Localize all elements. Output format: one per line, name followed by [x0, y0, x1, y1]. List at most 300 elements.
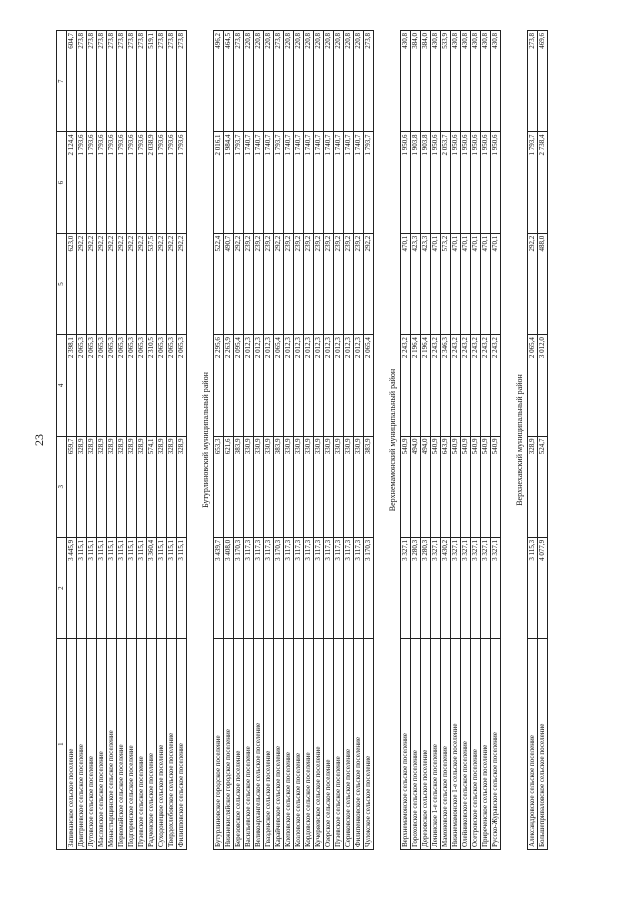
- value-cell: 292,2: [528, 233, 538, 334]
- value-cell: 2 065,4: [274, 335, 284, 436]
- value-cell: 1 793,6: [77, 132, 87, 233]
- value-cell: 2 012,3: [354, 335, 364, 436]
- section-title: Верхнемамонский муниципальный район: [387, 368, 397, 512]
- value-cell: 2 016,1: [214, 132, 224, 233]
- value-cell: 3 117,3: [354, 537, 364, 638]
- value-cell: 2 065,3: [157, 335, 167, 436]
- value-cell: 623,0: [67, 233, 77, 334]
- value-cell: 2 738,4: [538, 132, 548, 233]
- settlement-name-cell: Чулокское сельское поселение: [364, 639, 374, 850]
- table-row: [334, 31, 344, 850]
- value-cell: 2 065,3: [117, 335, 127, 436]
- value-cell: 239,2: [324, 233, 334, 334]
- value-cell: 3 115,1: [87, 537, 97, 638]
- value-cell: 239,2: [244, 233, 254, 334]
- value-cell: 1 793,6: [97, 132, 107, 233]
- value-cell: 3 327,1: [401, 537, 411, 638]
- settlement-name-cell: Пузевское сельское поселение: [137, 639, 147, 850]
- section-title-row: [194, 31, 214, 850]
- value-cell: 3 117,3: [264, 537, 274, 638]
- value-cell: 1 793,6: [177, 132, 187, 233]
- value-cell: 273,8: [274, 31, 284, 132]
- value-cell: 1 793,6: [107, 132, 117, 233]
- value-cell: 1 740,7: [314, 132, 324, 233]
- value-cell: 2 243,2: [451, 335, 461, 436]
- value-cell: 2 012,3: [344, 335, 354, 436]
- value-cell: 2 012,3: [304, 335, 314, 436]
- value-cell: 2 243,2: [471, 335, 481, 436]
- value-cell: 494,0: [421, 436, 431, 537]
- settlement-name-cell: Приреченское сельское поселение: [481, 639, 491, 850]
- value-cell: 524,7: [538, 436, 548, 537]
- settlement-name-cell: Лутовское сельское поселение: [87, 639, 97, 850]
- value-cell: 2 346,3: [441, 335, 451, 436]
- table-row: [214, 31, 224, 850]
- section-title: Бутурлиновский муниципальный район: [200, 372, 210, 508]
- table-row: [304, 31, 314, 850]
- value-cell: 3 117,3: [284, 537, 294, 638]
- value-cell: 292,2: [364, 233, 374, 334]
- value-cell: 1 950,6: [491, 132, 501, 233]
- section-title-row: [508, 31, 528, 850]
- table-row: [147, 31, 157, 850]
- value-cell: 328,9: [167, 436, 177, 537]
- value-cell: 330,9: [354, 436, 364, 537]
- value-cell: 328,9: [137, 436, 147, 537]
- value-cell: 3 115,3: [528, 537, 538, 638]
- value-cell: 292,2: [137, 233, 147, 334]
- value-cell: 1 740,7: [284, 132, 294, 233]
- value-cell: 3 115,1: [137, 537, 147, 638]
- value-cell: 2 012,3: [254, 335, 264, 436]
- value-cell: 3 430,2: [441, 537, 451, 638]
- table-row: [491, 31, 501, 850]
- value-cell: 3 408,0: [224, 537, 234, 638]
- table-row: [274, 31, 284, 850]
- table-row: [354, 31, 364, 850]
- value-cell: 540,9: [491, 436, 501, 537]
- table-row: [411, 31, 421, 850]
- settlement-name-cell: Великоархангельское сельское поселение: [254, 639, 264, 850]
- table-row: [451, 31, 461, 850]
- value-cell: 3 117,3: [344, 537, 354, 638]
- value-cell: 470,1: [481, 233, 491, 334]
- value-cell: 2 095,4: [234, 335, 244, 436]
- value-cell: 470,1: [461, 233, 471, 334]
- value-cell: 273,8: [528, 31, 538, 132]
- value-cell: 3 115,1: [127, 537, 137, 638]
- value-cell: 643,9: [441, 436, 451, 537]
- settlement-name-cell: Первомайское сельское поселение: [117, 639, 127, 850]
- value-cell: 328,9: [177, 436, 187, 537]
- value-cell: 1 950,6: [451, 132, 461, 233]
- settlement-name-cell: Нижнемамонское 1-е сельское поселение: [451, 639, 461, 850]
- value-cell: 330,9: [284, 436, 294, 537]
- table-row: [167, 31, 177, 850]
- value-cell: 292,2: [107, 233, 117, 334]
- value-cell: 220,8: [264, 31, 274, 132]
- settlement-name-cell: Русско-Журавское сельское поселение: [491, 639, 501, 850]
- value-cell: 3 115,1: [157, 537, 167, 638]
- value-cell: 430,8: [431, 31, 441, 132]
- value-cell: 239,2: [284, 233, 294, 334]
- value-cell: 3 115,1: [97, 537, 107, 638]
- value-cell: 2 065,3: [127, 335, 137, 436]
- value-cell: 2 243,2: [481, 335, 491, 436]
- value-cell: 220,8: [284, 31, 294, 132]
- settlement-name-cell: Нижнекисляйское городское поселение: [224, 639, 234, 850]
- value-cell: 3 327,1: [491, 537, 501, 638]
- group-gap: [501, 31, 509, 850]
- settlement-name-cell: Твердохлебовское сельское поселение: [167, 639, 177, 850]
- table-row: [244, 31, 254, 850]
- value-cell: 292,2: [157, 233, 167, 334]
- value-cell: 273,8: [97, 31, 107, 132]
- value-cell: 3 327,1: [461, 537, 471, 638]
- value-cell: 496,2: [214, 31, 224, 132]
- value-cell: 3 117,3: [304, 537, 314, 638]
- value-cell: 1 740,7: [264, 132, 274, 233]
- value-cell: 328,9: [107, 436, 117, 537]
- value-cell: 330,9: [254, 436, 264, 537]
- value-cell: 2 012,3: [264, 335, 274, 436]
- value-cell: 383,9: [234, 436, 244, 537]
- value-cell: 328,9: [157, 436, 167, 537]
- value-cell: 3 012,0: [538, 335, 548, 436]
- value-cell: 292,2: [234, 233, 244, 334]
- value-cell: 330,9: [294, 436, 304, 537]
- value-cell: 3 327,1: [451, 537, 461, 638]
- value-cell: 292,2: [117, 233, 127, 334]
- value-cell: 540,9: [461, 436, 471, 537]
- value-cell: 328,9: [87, 436, 97, 537]
- value-cell: 470,1: [451, 233, 461, 334]
- value-cell: 239,2: [344, 233, 354, 334]
- value-cell: 328,9: [97, 436, 107, 537]
- value-cell: 273,8: [167, 31, 177, 132]
- value-cell: 423,3: [421, 233, 431, 334]
- value-cell: 2 012,3: [244, 335, 254, 436]
- section-title-row: [381, 31, 401, 850]
- column-header: 2: [57, 537, 67, 638]
- value-cell: 470,1: [431, 233, 441, 334]
- table-row: [538, 31, 548, 850]
- value-cell: 604,7: [67, 31, 77, 132]
- value-cell: 330,9: [304, 436, 314, 537]
- value-cell: 3 115,1: [117, 537, 127, 638]
- settlement-name-cell: Карайчевское сельское поселение: [274, 639, 284, 850]
- value-cell: 273,8: [127, 31, 137, 132]
- settlement-name-cell: Клеповское сельское поселение: [284, 639, 294, 850]
- settlement-name-cell: Ленинское 1-е сельское поселение: [431, 639, 441, 850]
- table-row: [157, 31, 167, 850]
- column-header: 4: [57, 335, 67, 436]
- settlement-name-cell: Бутурлиновское городское поселение: [214, 639, 224, 850]
- table-row: [284, 31, 294, 850]
- value-cell: 220,8: [354, 31, 364, 132]
- value-cell: 1 740,7: [304, 132, 314, 233]
- value-cell: 273,8: [137, 31, 147, 132]
- value-cell: 430,8: [481, 31, 491, 132]
- value-cell: 540,9: [401, 436, 411, 537]
- settlement-name-cell: Масловское сельское поселение: [97, 639, 107, 850]
- value-cell: 239,2: [294, 233, 304, 334]
- gap-cell: [187, 31, 195, 850]
- table-body: [67, 31, 548, 850]
- value-cell: 1 950,6: [481, 132, 491, 233]
- value-cell: 273,8: [77, 31, 87, 132]
- value-cell: 3 445,9: [67, 537, 77, 638]
- value-cell: 2 065,3: [77, 335, 87, 436]
- column-header: 5: [57, 233, 67, 334]
- value-cell: 2 065,3: [177, 335, 187, 436]
- value-cell: 383,9: [364, 436, 374, 537]
- value-cell: 519,1: [147, 31, 157, 132]
- value-cell: 2 053,7: [441, 132, 451, 233]
- value-cell: 2 243,2: [491, 335, 501, 436]
- value-cell: 328,9: [528, 436, 538, 537]
- settlement-name-cell: Гвазденское сельское поселение: [264, 639, 274, 850]
- value-cell: 292,2: [177, 233, 187, 334]
- value-cell: 2 012,3: [294, 335, 304, 436]
- value-cell: 1 740,7: [294, 132, 304, 233]
- value-cell: 2 065,3: [97, 335, 107, 436]
- value-cell: 330,9: [244, 436, 254, 537]
- table-row: [77, 31, 87, 850]
- value-cell: 3 170,3: [234, 537, 244, 638]
- value-cell: 423,3: [411, 233, 421, 334]
- value-cell: 328,9: [127, 436, 137, 537]
- settlement-name-cell: Монастырщинское сельское поселение: [107, 639, 117, 850]
- value-cell: 1 793,7: [364, 132, 374, 233]
- value-cell: 1 903,8: [411, 132, 421, 233]
- settlement-name-cell: Сериковское сельское поселение: [344, 639, 354, 850]
- value-cell: 469,6: [538, 31, 548, 132]
- value-cell: 3 170,3: [274, 537, 284, 638]
- value-cell: 4 077,9: [538, 537, 548, 638]
- value-cell: 573,2: [441, 233, 451, 334]
- value-cell: 1 740,7: [344, 132, 354, 233]
- column-header: 3: [57, 436, 67, 537]
- value-cell: 2 012,3: [284, 335, 294, 436]
- value-cell: 3 117,3: [324, 537, 334, 638]
- value-cell: 2 012,3: [324, 335, 334, 436]
- value-cell: 653,3: [214, 436, 224, 537]
- header-row: [57, 31, 67, 850]
- settlement-name-cell: Пузевское сельское поселение: [334, 639, 344, 850]
- value-cell: 2 012,3: [314, 335, 324, 436]
- value-cell: 239,2: [354, 233, 364, 334]
- value-cell: 273,8: [107, 31, 117, 132]
- value-cell: 383,9: [274, 436, 284, 537]
- value-cell: 1 903,8: [421, 132, 431, 233]
- page-number: 23: [32, 434, 46, 446]
- value-cell: 239,2: [254, 233, 264, 334]
- value-cell: 273,8: [117, 31, 127, 132]
- table-row: [117, 31, 127, 850]
- section-title: Верхнехавский муниципальный район: [514, 374, 524, 506]
- value-cell: 1 950,6: [461, 132, 471, 233]
- value-cell: 2 065,3: [167, 335, 177, 436]
- value-cell: 537,5: [147, 233, 157, 334]
- value-cell: 220,8: [334, 31, 344, 132]
- value-cell: 330,9: [334, 436, 344, 537]
- value-cell: 2 065,4: [364, 335, 374, 436]
- value-cell: 1 740,7: [254, 132, 264, 233]
- value-cell: 1 984,4: [224, 132, 234, 233]
- value-cell: 2 065,3: [137, 335, 147, 436]
- settlement-name-cell: Запиманское сельское поселение: [67, 639, 77, 850]
- value-cell: 239,2: [314, 233, 324, 334]
- value-cell: 3 327,1: [431, 537, 441, 638]
- value-cell: 2 124,4: [67, 132, 77, 233]
- value-cell: 292,2: [97, 233, 107, 334]
- value-cell: 328,9: [77, 436, 87, 537]
- settlement-name-cell: Озерское сельское поселение: [324, 639, 334, 850]
- table-row: [481, 31, 491, 850]
- value-cell: 3 117,3: [334, 537, 344, 638]
- table-row: [177, 31, 187, 850]
- value-cell: 292,2: [274, 233, 284, 334]
- settlement-name-cell: Березовское сельское поселение: [234, 639, 244, 850]
- value-cell: 2 243,2: [401, 335, 411, 436]
- table-row: [234, 31, 244, 850]
- value-cell: 540,9: [431, 436, 441, 537]
- value-cell: 292,2: [77, 233, 87, 334]
- value-cell: 2 243,2: [461, 335, 471, 436]
- value-cell: 1 740,7: [244, 132, 254, 233]
- value-cell: 621,6: [224, 436, 234, 537]
- value-cell: 3 327,1: [481, 537, 491, 638]
- value-cell: 3 170,3: [364, 537, 374, 638]
- value-cell: 470,1: [401, 233, 411, 334]
- value-cell: 1 793,7: [234, 132, 244, 233]
- value-cell: 2 310,5: [147, 335, 157, 436]
- value-cell: 1 793,6: [87, 132, 97, 233]
- value-cell: 2 065,4: [528, 335, 538, 436]
- value-cell: 430,8: [471, 31, 481, 132]
- table-row: [344, 31, 354, 850]
- table-row: [324, 31, 334, 850]
- column-header: 6: [57, 132, 67, 233]
- settlement-name-cell: Большеприваловское сельское поселение: [538, 639, 548, 850]
- table-row: [97, 31, 107, 850]
- value-cell: 2 196,4: [421, 335, 431, 436]
- value-cell: 273,8: [234, 31, 244, 132]
- value-cell: 239,2: [304, 233, 314, 334]
- value-cell: 273,8: [177, 31, 187, 132]
- value-cell: 220,8: [244, 31, 254, 132]
- value-cell: 328,9: [117, 436, 127, 537]
- value-cell: 3 280,3: [411, 537, 421, 638]
- value-cell: 430,8: [401, 31, 411, 132]
- value-cell: 470,1: [491, 233, 501, 334]
- value-cell: 533,9: [441, 31, 451, 132]
- value-cell: 220,8: [254, 31, 264, 132]
- value-cell: 1 793,7: [528, 132, 538, 233]
- value-cell: 2 398,1: [67, 335, 77, 436]
- settlement-name-cell: Подгоренское сельское поселение: [127, 639, 137, 850]
- value-cell: 3 280,3: [421, 537, 431, 638]
- value-cell: 384,0: [411, 31, 421, 132]
- value-cell: 3 115,1: [107, 537, 117, 638]
- value-cell: 1 950,6: [401, 132, 411, 233]
- column-header: 1: [57, 639, 67, 850]
- settlement-name-cell: Радченское сельское поселение: [147, 639, 157, 850]
- value-cell: 1 950,6: [471, 132, 481, 233]
- rotated-page: [30, 20, 610, 860]
- value-cell: 3 117,3: [314, 537, 324, 638]
- settlement-name-cell: Олейниковское сельское поселение: [461, 639, 471, 850]
- value-cell: 2 065,3: [107, 335, 117, 436]
- value-cell: 2 243,2: [431, 335, 441, 436]
- value-cell: 273,8: [157, 31, 167, 132]
- group-gap: [187, 31, 195, 850]
- value-cell: 2 196,4: [411, 335, 421, 436]
- table-row: [314, 31, 324, 850]
- settlement-name-cell: Кордовское сельское поселение: [304, 639, 314, 850]
- value-cell: 1 793,6: [117, 132, 127, 233]
- value-cell: 2 012,3: [334, 335, 344, 436]
- value-cell: 330,9: [314, 436, 324, 537]
- value-cell: 220,8: [324, 31, 334, 132]
- settlement-name-cell: Филипповское сельское поселение: [177, 639, 187, 850]
- table-row: [421, 31, 431, 850]
- value-cell: 1 793,7: [274, 132, 284, 233]
- value-cell: 330,9: [344, 436, 354, 537]
- value-cell: 292,2: [127, 233, 137, 334]
- value-cell: 659,7: [67, 436, 77, 537]
- value-cell: 1 740,7: [354, 132, 364, 233]
- value-cell: 3 117,3: [294, 537, 304, 638]
- value-cell: 1 793,6: [167, 132, 177, 233]
- table-row: [401, 31, 411, 850]
- value-cell: 2 295,6: [214, 335, 224, 436]
- value-cell: 273,8: [364, 31, 374, 132]
- value-cell: 490,7: [224, 233, 234, 334]
- value-cell: 1 793,6: [157, 132, 167, 233]
- value-cell: 3 327,1: [471, 537, 481, 638]
- value-cell: 273,8: [87, 31, 97, 132]
- value-cell: 3 115,1: [177, 537, 187, 638]
- settlement-name-cell: Верхнемамонское сельское поселение: [401, 639, 411, 850]
- value-cell: 2 263,9: [224, 335, 234, 436]
- table-row: [528, 31, 538, 850]
- settlement-name-cell: Суходонецкое сельское поселение: [157, 639, 167, 850]
- settlement-name-cell: Гороховское сельское поселение: [411, 639, 421, 850]
- table-row: [87, 31, 97, 850]
- table-row: [461, 31, 471, 850]
- value-cell: 3 115,1: [167, 537, 177, 638]
- value-cell: 1 740,7: [324, 132, 334, 233]
- value-cell: 522,4: [214, 233, 224, 334]
- value-cell: 2 038,9: [147, 132, 157, 233]
- value-cell: 470,1: [471, 233, 481, 334]
- table-row: [364, 31, 374, 850]
- table-row: [67, 31, 77, 850]
- group-gap: [374, 31, 382, 850]
- table-row: [431, 31, 441, 850]
- budget-table: [56, 30, 548, 850]
- value-cell: 220,8: [314, 31, 324, 132]
- gap-cell: [374, 31, 382, 850]
- settlement-name-cell: Кучеряевское сельское поселение: [314, 639, 324, 850]
- settlement-name-cell: Дмитриевское сельское поселение: [77, 639, 87, 850]
- column-header: 7: [57, 31, 67, 132]
- value-cell: 1 793,6: [127, 132, 137, 233]
- value-cell: 430,8: [451, 31, 461, 132]
- value-cell: 1 950,6: [431, 132, 441, 233]
